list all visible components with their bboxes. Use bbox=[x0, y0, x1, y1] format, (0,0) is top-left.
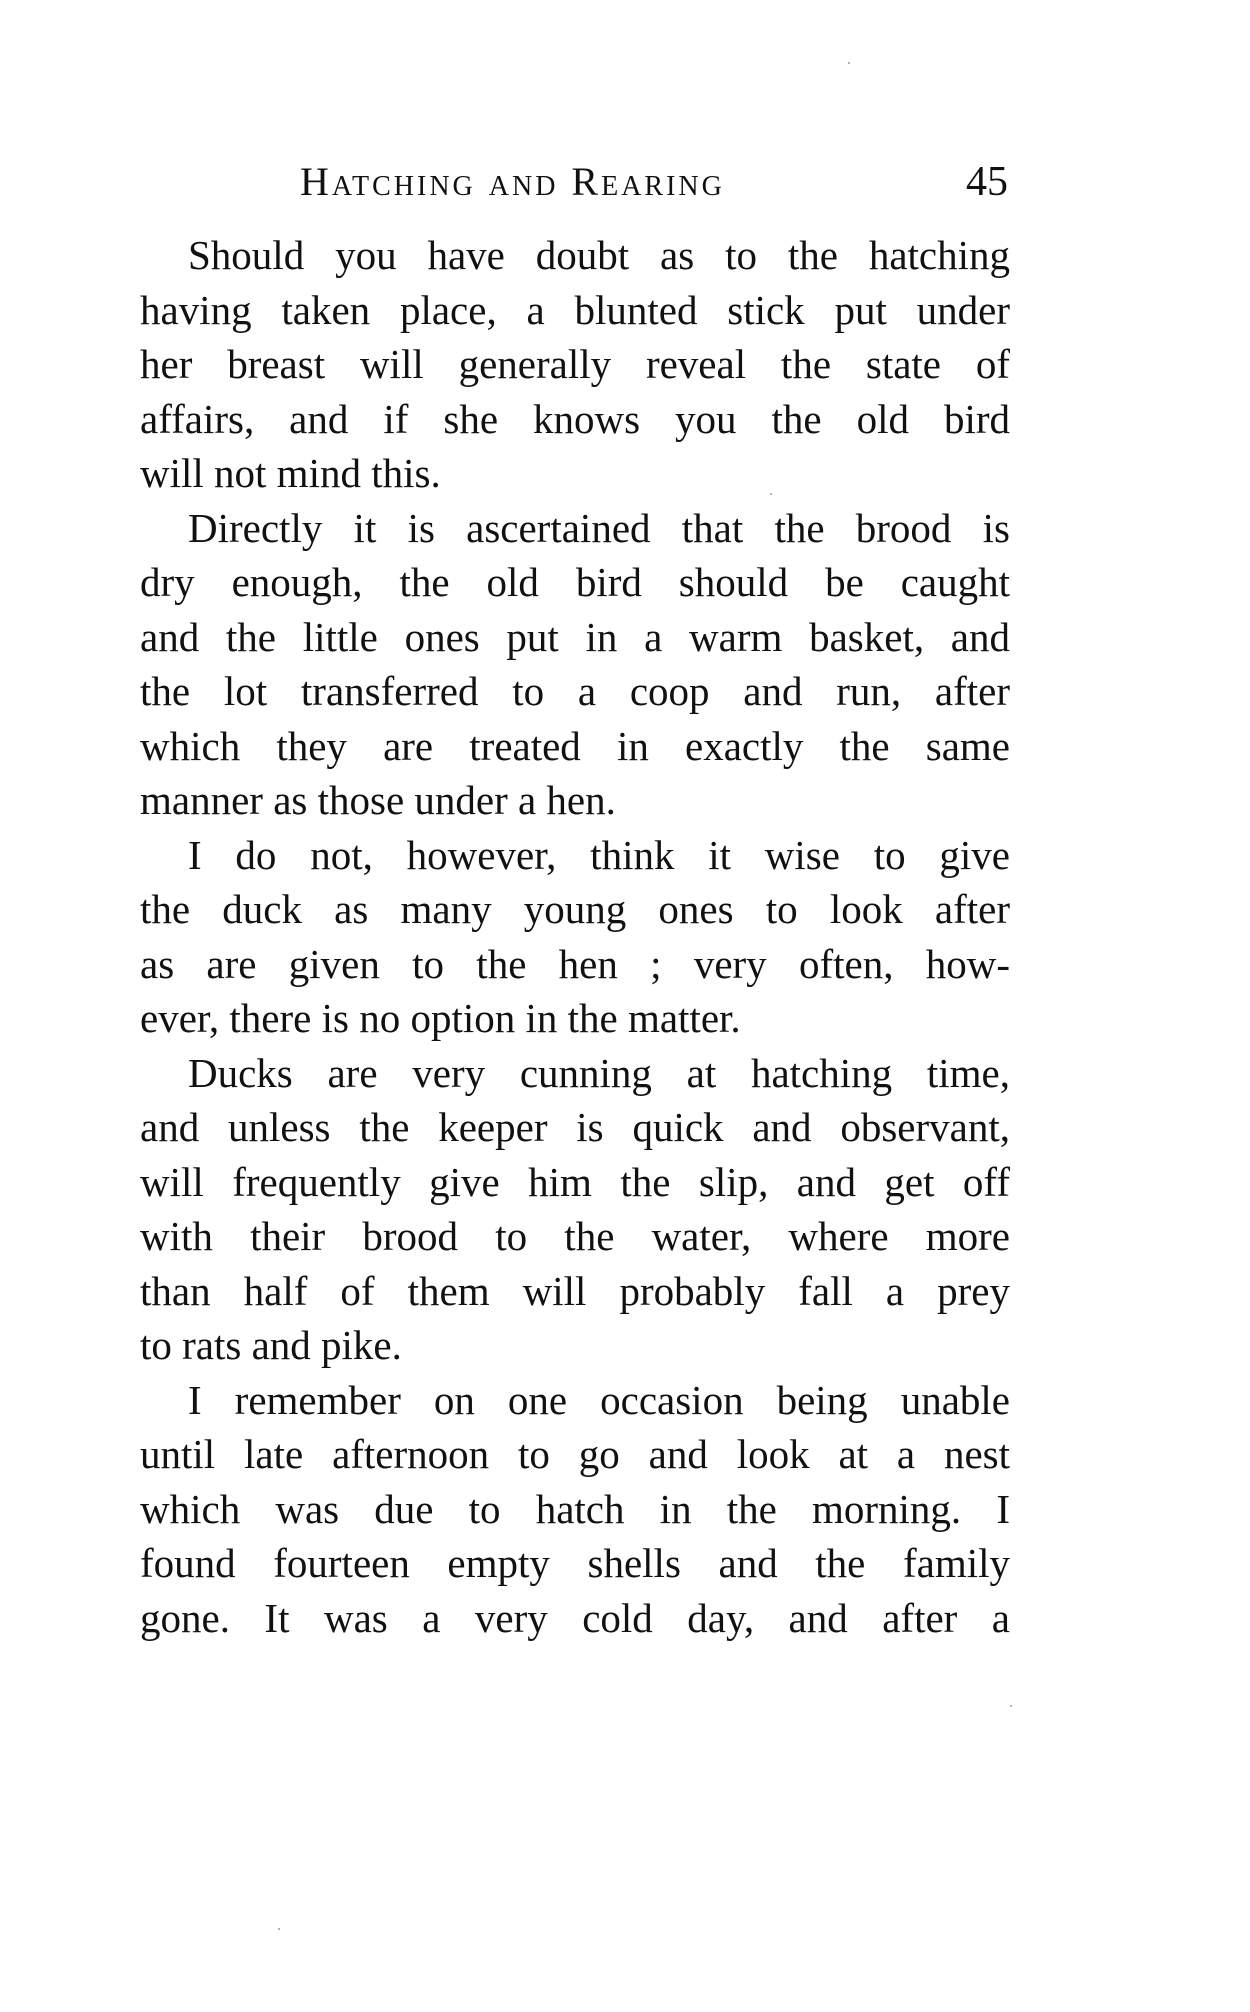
text-line: found fourteen empty shells and the family bbox=[140, 1540, 1010, 1586]
paragraph-1 bbox=[140, 228, 1010, 501]
text-line: her breast will generally reveal the state of bbox=[140, 341, 1010, 387]
paper-speck bbox=[770, 493, 772, 495]
text-line: as are given to the hen ; very often, how- bbox=[140, 940, 1010, 987]
paper-speck bbox=[848, 62, 850, 64]
text-line: I do not, however, think it wise to give bbox=[188, 831, 1010, 878]
text-line: Directly it is ascertained that the brood is bbox=[188, 504, 1010, 551]
text-line: will frequently give him the slip, and get off bbox=[140, 1158, 1010, 1205]
paragraph-3 bbox=[140, 828, 1010, 1046]
paragraph-5 bbox=[140, 1373, 1010, 1646]
text-line: Should you have doubt as to the hatching bbox=[188, 232, 1010, 278]
text-line: I remember on one occasion being unable bbox=[188, 1376, 1010, 1423]
text-line: will not mind this. bbox=[140, 450, 441, 496]
text-line: dry enough, the old bird should be caught bbox=[140, 559, 1010, 605]
text-line: than half of them will probably fall a prey bbox=[140, 1267, 1010, 1314]
running-head bbox=[300, 152, 1020, 212]
paragraph-4 bbox=[140, 1046, 1010, 1373]
text-line: Ducks are very cunning at hatching time, bbox=[188, 1049, 1010, 1096]
text-line: the duck as many young ones to look after bbox=[140, 886, 1010, 932]
paper-speck bbox=[278, 1928, 280, 1930]
text-line: which was due to hatch in the morning. I bbox=[140, 1485, 1010, 1532]
text-line: with their brood to the water, where more bbox=[140, 1213, 1010, 1259]
text-line: until late afternoon to go and look at a nest bbox=[140, 1431, 1010, 1477]
text-line: to rats and pike. bbox=[140, 1322, 402, 1368]
paragraph-2 bbox=[140, 501, 1010, 828]
text-line: the lot transferred to a coop and run, after bbox=[140, 668, 1010, 714]
text-line: manner as those under a hen. bbox=[140, 777, 616, 823]
body-text bbox=[140, 228, 1010, 1645]
text-line: having taken place, a blunted stick put under bbox=[140, 286, 1010, 333]
text-line: ever, there is no option in the matter. bbox=[140, 995, 741, 1041]
text-line: affairs, and if she knows you the old bird bbox=[140, 395, 1010, 442]
running-title: Hatching and Rearing bbox=[300, 159, 725, 204]
text-line: which they are treated in exactly the same bbox=[140, 722, 1010, 769]
text-line: and unless the keeper is quick and observant, bbox=[140, 1104, 1010, 1150]
paper-speck bbox=[1010, 1705, 1012, 1707]
page-number: 45 bbox=[966, 159, 1008, 205]
text-line: and the little ones put in a warm basket, and bbox=[140, 613, 1010, 660]
text-line: gone. It was a very cold day, and after a bbox=[140, 1594, 1010, 1641]
